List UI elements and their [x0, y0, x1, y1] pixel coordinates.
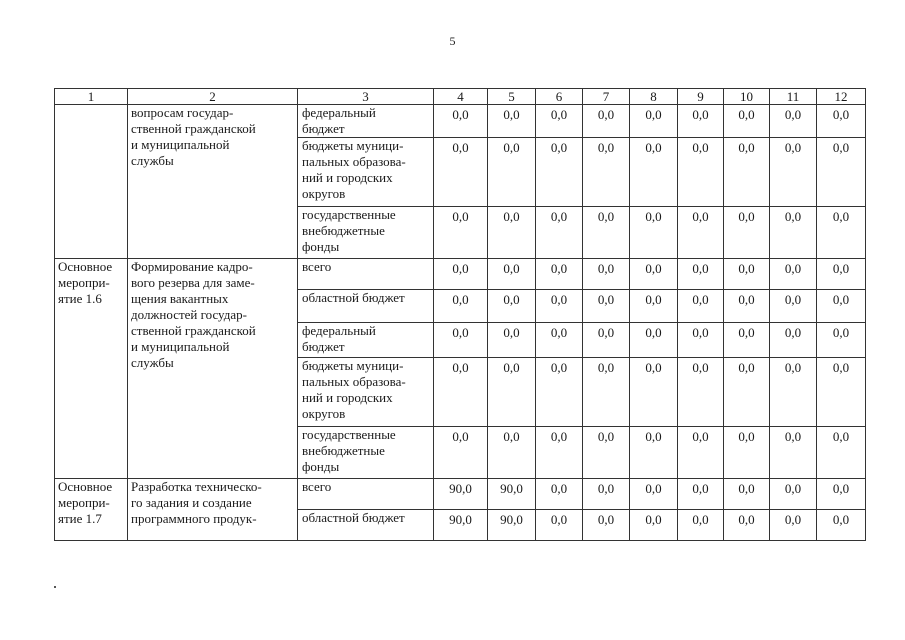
- amount-cell: 0,0: [770, 427, 817, 479]
- stray-mark: [54, 586, 56, 588]
- amount-cell: 0,0: [630, 323, 678, 358]
- amount-cell: 0,0: [678, 259, 724, 290]
- column-number-3: 3: [298, 89, 434, 105]
- amount-cell: 0,0: [817, 323, 866, 358]
- column-number-5: 5: [488, 89, 536, 105]
- activity-code-cell: [55, 105, 128, 259]
- amount-cell: 0,0: [770, 105, 817, 138]
- column-number-10: 10: [724, 89, 770, 105]
- amount-cell: 0,0: [817, 290, 866, 323]
- amount-cell: 0,0: [770, 290, 817, 323]
- amount-cell: 0,0: [678, 510, 724, 541]
- amount-cell: 0,0: [724, 259, 770, 290]
- amount-cell: 0,0: [678, 207, 724, 259]
- amount-cell: 0,0: [724, 510, 770, 541]
- table-row: [55, 479, 866, 510]
- funding-source-cell: государственные внебюджетные фонды: [298, 427, 434, 479]
- funding-source-cell: государственные внебюджетные фонды: [298, 207, 434, 259]
- amount-cell: 0,0: [630, 358, 678, 427]
- amount-cell: 0,0: [536, 510, 583, 541]
- amount-cell: 0,0: [724, 105, 770, 138]
- amount-cell: 0,0: [536, 105, 583, 138]
- amount-cell: 0,0: [536, 323, 583, 358]
- amount-cell: 0,0: [678, 323, 724, 358]
- amount-cell: 0,0: [678, 358, 724, 427]
- table-row: [55, 105, 866, 138]
- amount-cell: 0,0: [724, 358, 770, 427]
- column-number-7: 7: [583, 89, 630, 105]
- amount-cell: 0,0: [817, 138, 866, 207]
- amount-cell: 0,0: [678, 427, 724, 479]
- amount-cell: 0,0: [583, 358, 630, 427]
- amount-cell: 0,0: [770, 207, 817, 259]
- amount-cell: 0,0: [817, 358, 866, 427]
- amount-cell: 0,0: [770, 510, 817, 541]
- amount-cell: 0,0: [536, 259, 583, 290]
- amount-cell: 0,0: [536, 479, 583, 510]
- amount-cell: 0,0: [724, 427, 770, 479]
- amount-cell: 0,0: [488, 259, 536, 290]
- amount-cell: 0,0: [724, 207, 770, 259]
- amount-cell: 0,0: [488, 427, 536, 479]
- amount-cell: 0,0: [817, 479, 866, 510]
- column-number-11: 11: [770, 89, 817, 105]
- amount-cell: 0,0: [434, 323, 488, 358]
- amount-cell: 0,0: [770, 323, 817, 358]
- page-number: 5: [449, 34, 456, 48]
- column-number-4: 4: [434, 89, 488, 105]
- funding-source-cell: областной бюджет: [298, 510, 434, 541]
- column-number-8: 8: [630, 89, 678, 105]
- funding-source-cell: федеральный бюджет: [298, 323, 434, 358]
- amount-cell: 0,0: [583, 479, 630, 510]
- amount-cell: 0,0: [724, 323, 770, 358]
- activity-code-cell: Основное меропри- ятие 1.6: [55, 259, 128, 479]
- table-row: [55, 259, 866, 290]
- amount-cell: 0,0: [434, 105, 488, 138]
- amount-cell: 0,0: [630, 138, 678, 207]
- amount-cell: 0,0: [583, 138, 630, 207]
- amount-cell: 0,0: [488, 323, 536, 358]
- column-number-2: 2: [128, 89, 298, 105]
- amount-cell: 0,0: [630, 290, 678, 323]
- amount-cell: 0,0: [630, 207, 678, 259]
- amount-cell: 0,0: [583, 105, 630, 138]
- amount-cell: 0,0: [434, 358, 488, 427]
- activity-name-cell: Формирование кадро- вого резерва для заме- щения вакантных должностей государ- ственной гражданской и муниципальной службы: [128, 259, 298, 479]
- amount-cell: 0,0: [536, 427, 583, 479]
- amount-cell: 90,0: [434, 510, 488, 541]
- amount-cell: 0,0: [434, 138, 488, 207]
- amount-cell: 0,0: [678, 290, 724, 323]
- amount-cell: 90,0: [488, 510, 536, 541]
- amount-cell: 0,0: [817, 259, 866, 290]
- amount-cell: 0,0: [434, 427, 488, 479]
- amount-cell: 0,0: [770, 479, 817, 510]
- amount-cell: 0,0: [583, 323, 630, 358]
- amount-cell: 0,0: [536, 138, 583, 207]
- activity-name-cell: Разработка техническо- го задания и создание программного продук-: [128, 479, 298, 541]
- amount-cell: 0,0: [817, 427, 866, 479]
- amount-cell: 0,0: [817, 105, 866, 138]
- activity-name-cell: вопросам государ- ственной гражданской и муниципальной службы: [128, 105, 298, 259]
- column-number-9: 9: [678, 89, 724, 105]
- amount-cell: 90,0: [434, 479, 488, 510]
- funding-source-cell: всего: [298, 479, 434, 510]
- amount-cell: 0,0: [583, 510, 630, 541]
- amount-cell: 0,0: [583, 427, 630, 479]
- funding-source-cell: бюджеты муници- пальных образова- ний и городских округов: [298, 358, 434, 427]
- amount-cell: 0,0: [536, 207, 583, 259]
- amount-cell: 0,0: [678, 105, 724, 138]
- amount-cell: 0,0: [583, 290, 630, 323]
- amount-cell: 0,0: [630, 427, 678, 479]
- amount-cell: 0,0: [770, 259, 817, 290]
- amount-cell: 0,0: [434, 207, 488, 259]
- amount-cell: 0,0: [770, 138, 817, 207]
- amount-cell: 0,0: [630, 510, 678, 541]
- amount-cell: 0,0: [536, 358, 583, 427]
- amount-cell: 0,0: [488, 290, 536, 323]
- amount-cell: 0,0: [434, 259, 488, 290]
- amount-cell: 0,0: [488, 138, 536, 207]
- table-header-row: [55, 89, 866, 105]
- amount-cell: 0,0: [488, 105, 536, 138]
- column-number-1: 1: [55, 89, 128, 105]
- amount-cell: 0,0: [488, 358, 536, 427]
- amount-cell: 0,0: [724, 290, 770, 323]
- activity-code-cell: Основное меропри- ятие 1.7: [55, 479, 128, 541]
- budget-table: [54, 88, 866, 541]
- amount-cell: 0,0: [583, 207, 630, 259]
- amount-cell: 0,0: [724, 479, 770, 510]
- amount-cell: 0,0: [488, 207, 536, 259]
- column-number-6: 6: [536, 89, 583, 105]
- funding-source-cell: федеральный бюджет: [298, 105, 434, 138]
- amount-cell: 0,0: [630, 105, 678, 138]
- column-number-12: 12: [817, 89, 866, 105]
- amount-cell: 0,0: [434, 290, 488, 323]
- amount-cell: 90,0: [488, 479, 536, 510]
- amount-cell: 0,0: [678, 138, 724, 207]
- funding-source-cell: областной бюджет: [298, 290, 434, 323]
- amount-cell: 0,0: [630, 259, 678, 290]
- amount-cell: 0,0: [678, 479, 724, 510]
- funding-source-cell: бюджеты муници- пальных образова- ний и городских округов: [298, 138, 434, 207]
- amount-cell: 0,0: [724, 138, 770, 207]
- amount-cell: 0,0: [817, 207, 866, 259]
- funding-source-cell: всего: [298, 259, 434, 290]
- amount-cell: 0,0: [770, 358, 817, 427]
- amount-cell: 0,0: [817, 510, 866, 541]
- amount-cell: 0,0: [536, 290, 583, 323]
- amount-cell: 0,0: [583, 259, 630, 290]
- amount-cell: 0,0: [630, 479, 678, 510]
